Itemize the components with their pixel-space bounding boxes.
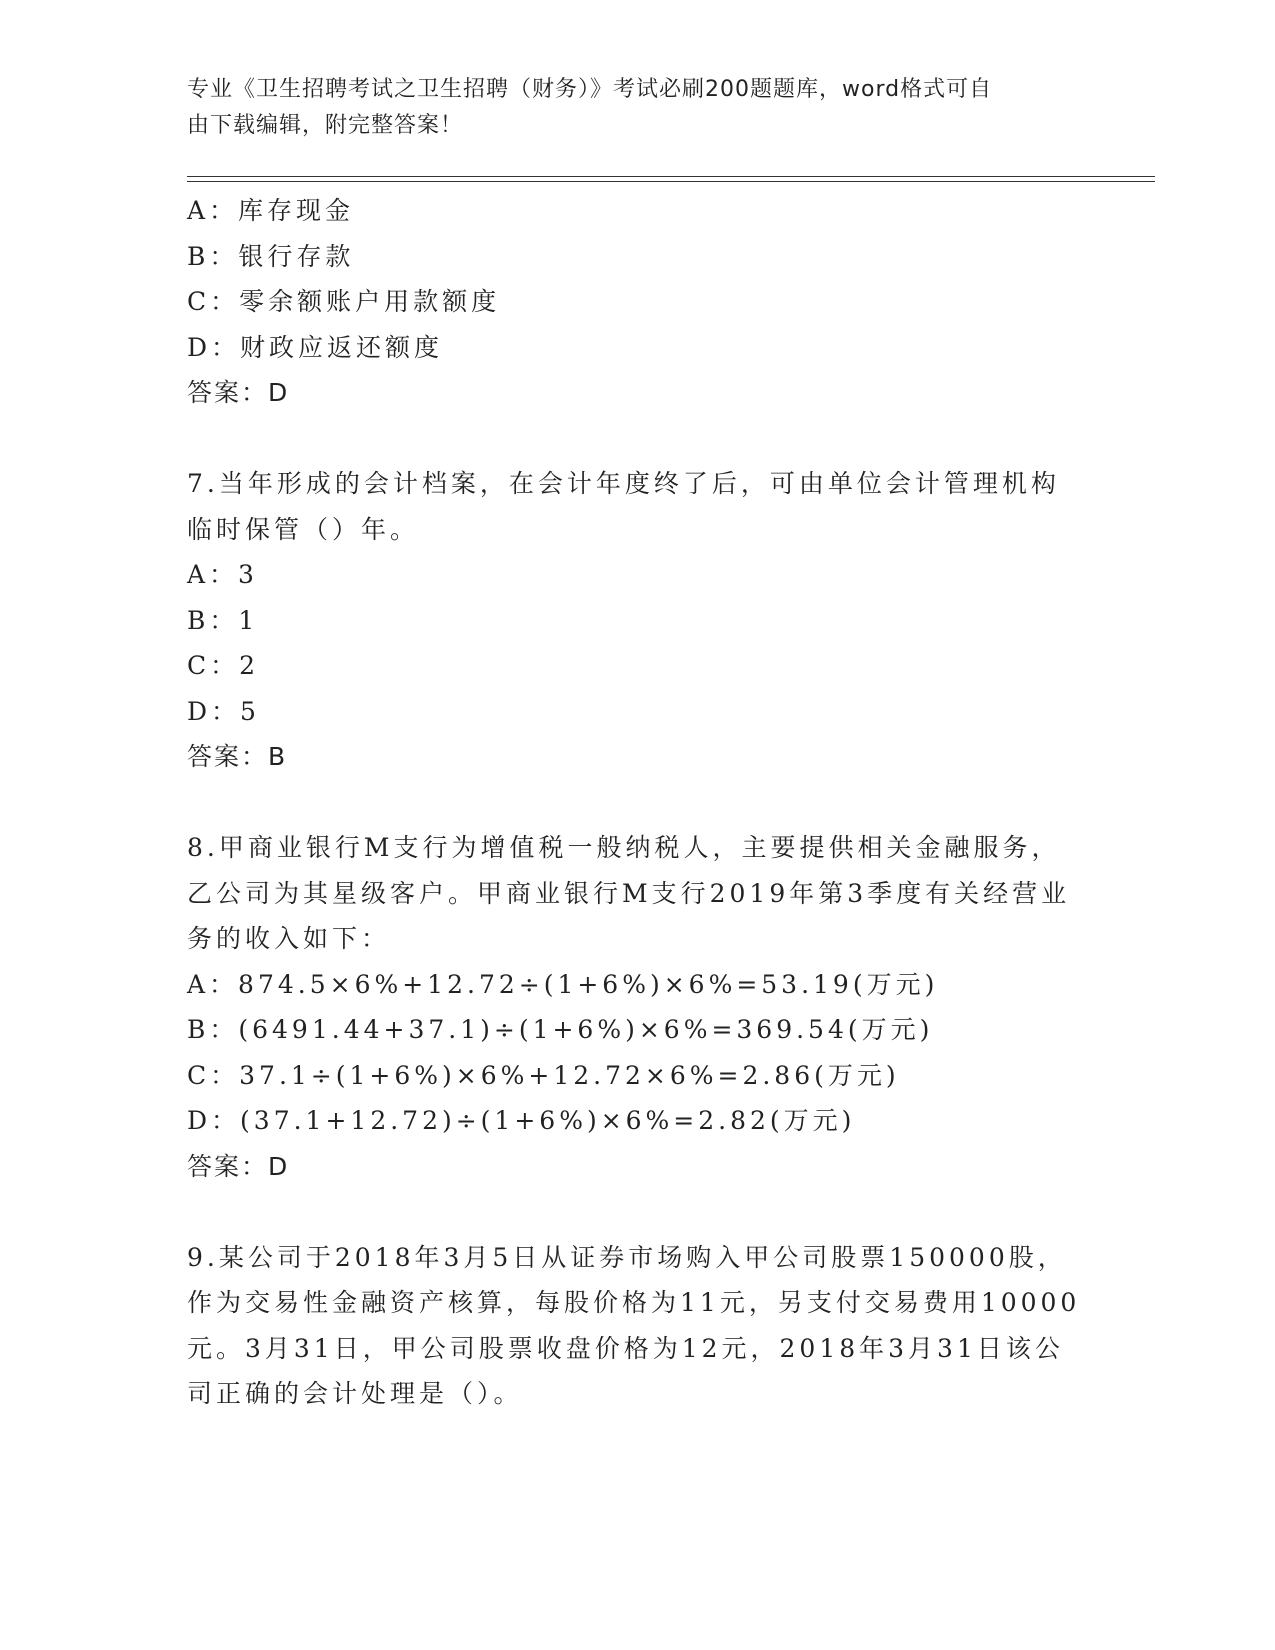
- option-d: D：(37.1+12.72)÷(1+6%)×6%=2.82(万元): [187, 1106, 856, 1135]
- question-text: 乙公司为其星级客户。甲商业银行M支行2019年第3季度有关经营业: [187, 878, 1071, 908]
- option-a: A：3: [187, 560, 258, 589]
- question-text: 作为交易性金融资产核算，每股价格为11元，另支付交易费用10000: [187, 1288, 1081, 1317]
- header-line: 专业《卫生招聘考试之卫生招聘（财务）》考试必刷200题题库，word格式可自: [187, 77, 993, 102]
- option-c: C：2: [187, 651, 260, 680]
- question-text: 7.当年形成的会计档案，在会计年度终了后，可由单位会计管理机构: [187, 469, 1060, 498]
- option-b: B：1: [187, 605, 259, 635]
- option-d: D：财政应返还额度: [187, 332, 444, 362]
- question-text: 9.某公司于2018年3月5日从证券市场购入甲公司股票150000股，: [187, 1242, 1067, 1272]
- answer: 答案：D: [187, 1151, 290, 1181]
- question-text: 元。3月31日，甲公司股票收盘价格为12元，2018年3月31日该公: [187, 1333, 1064, 1363]
- question-7: [187, 461, 1087, 780]
- option-c: C：37.1÷(1+6%)×6%+12.72×6%=2.86(万元): [187, 1060, 900, 1090]
- question-6: [187, 188, 1087, 416]
- document-body: [187, 188, 1087, 1417]
- option-b: B：(6491.44+37.1)÷(1+6%)×6%=369.54(万元): [187, 1015, 934, 1044]
- answer: 答案：D: [187, 378, 290, 407]
- option-c: C：零余额账户用款额度: [187, 287, 501, 316]
- question-8: [187, 825, 1087, 1189]
- option-a: A：库存现金: [187, 196, 355, 225]
- header-divider: [187, 181, 1155, 182]
- option-a: A：874.5×6%+12.72÷(1+6%)×6%=53.19(万元): [187, 969, 939, 999]
- header-line: 由下载编辑，附完整答案！: [187, 113, 464, 138]
- question-text: 务的收入如下：: [187, 924, 391, 953]
- question-text: 临时保管（）年。: [187, 514, 420, 544]
- header-divider: [187, 176, 1155, 177]
- answer: 答案：B: [187, 742, 288, 771]
- question-text: 8.甲商业银行M支行为增值税一般纳税人，主要提供相关金融服务，: [187, 833, 1061, 862]
- document-header: [187, 72, 1067, 144]
- option-d: D：5: [187, 696, 260, 726]
- question-text: 司正确的会计处理是（）。: [187, 1379, 523, 1408]
- question-9: [187, 1235, 1087, 1417]
- option-b: B：银行存款: [187, 241, 355, 271]
